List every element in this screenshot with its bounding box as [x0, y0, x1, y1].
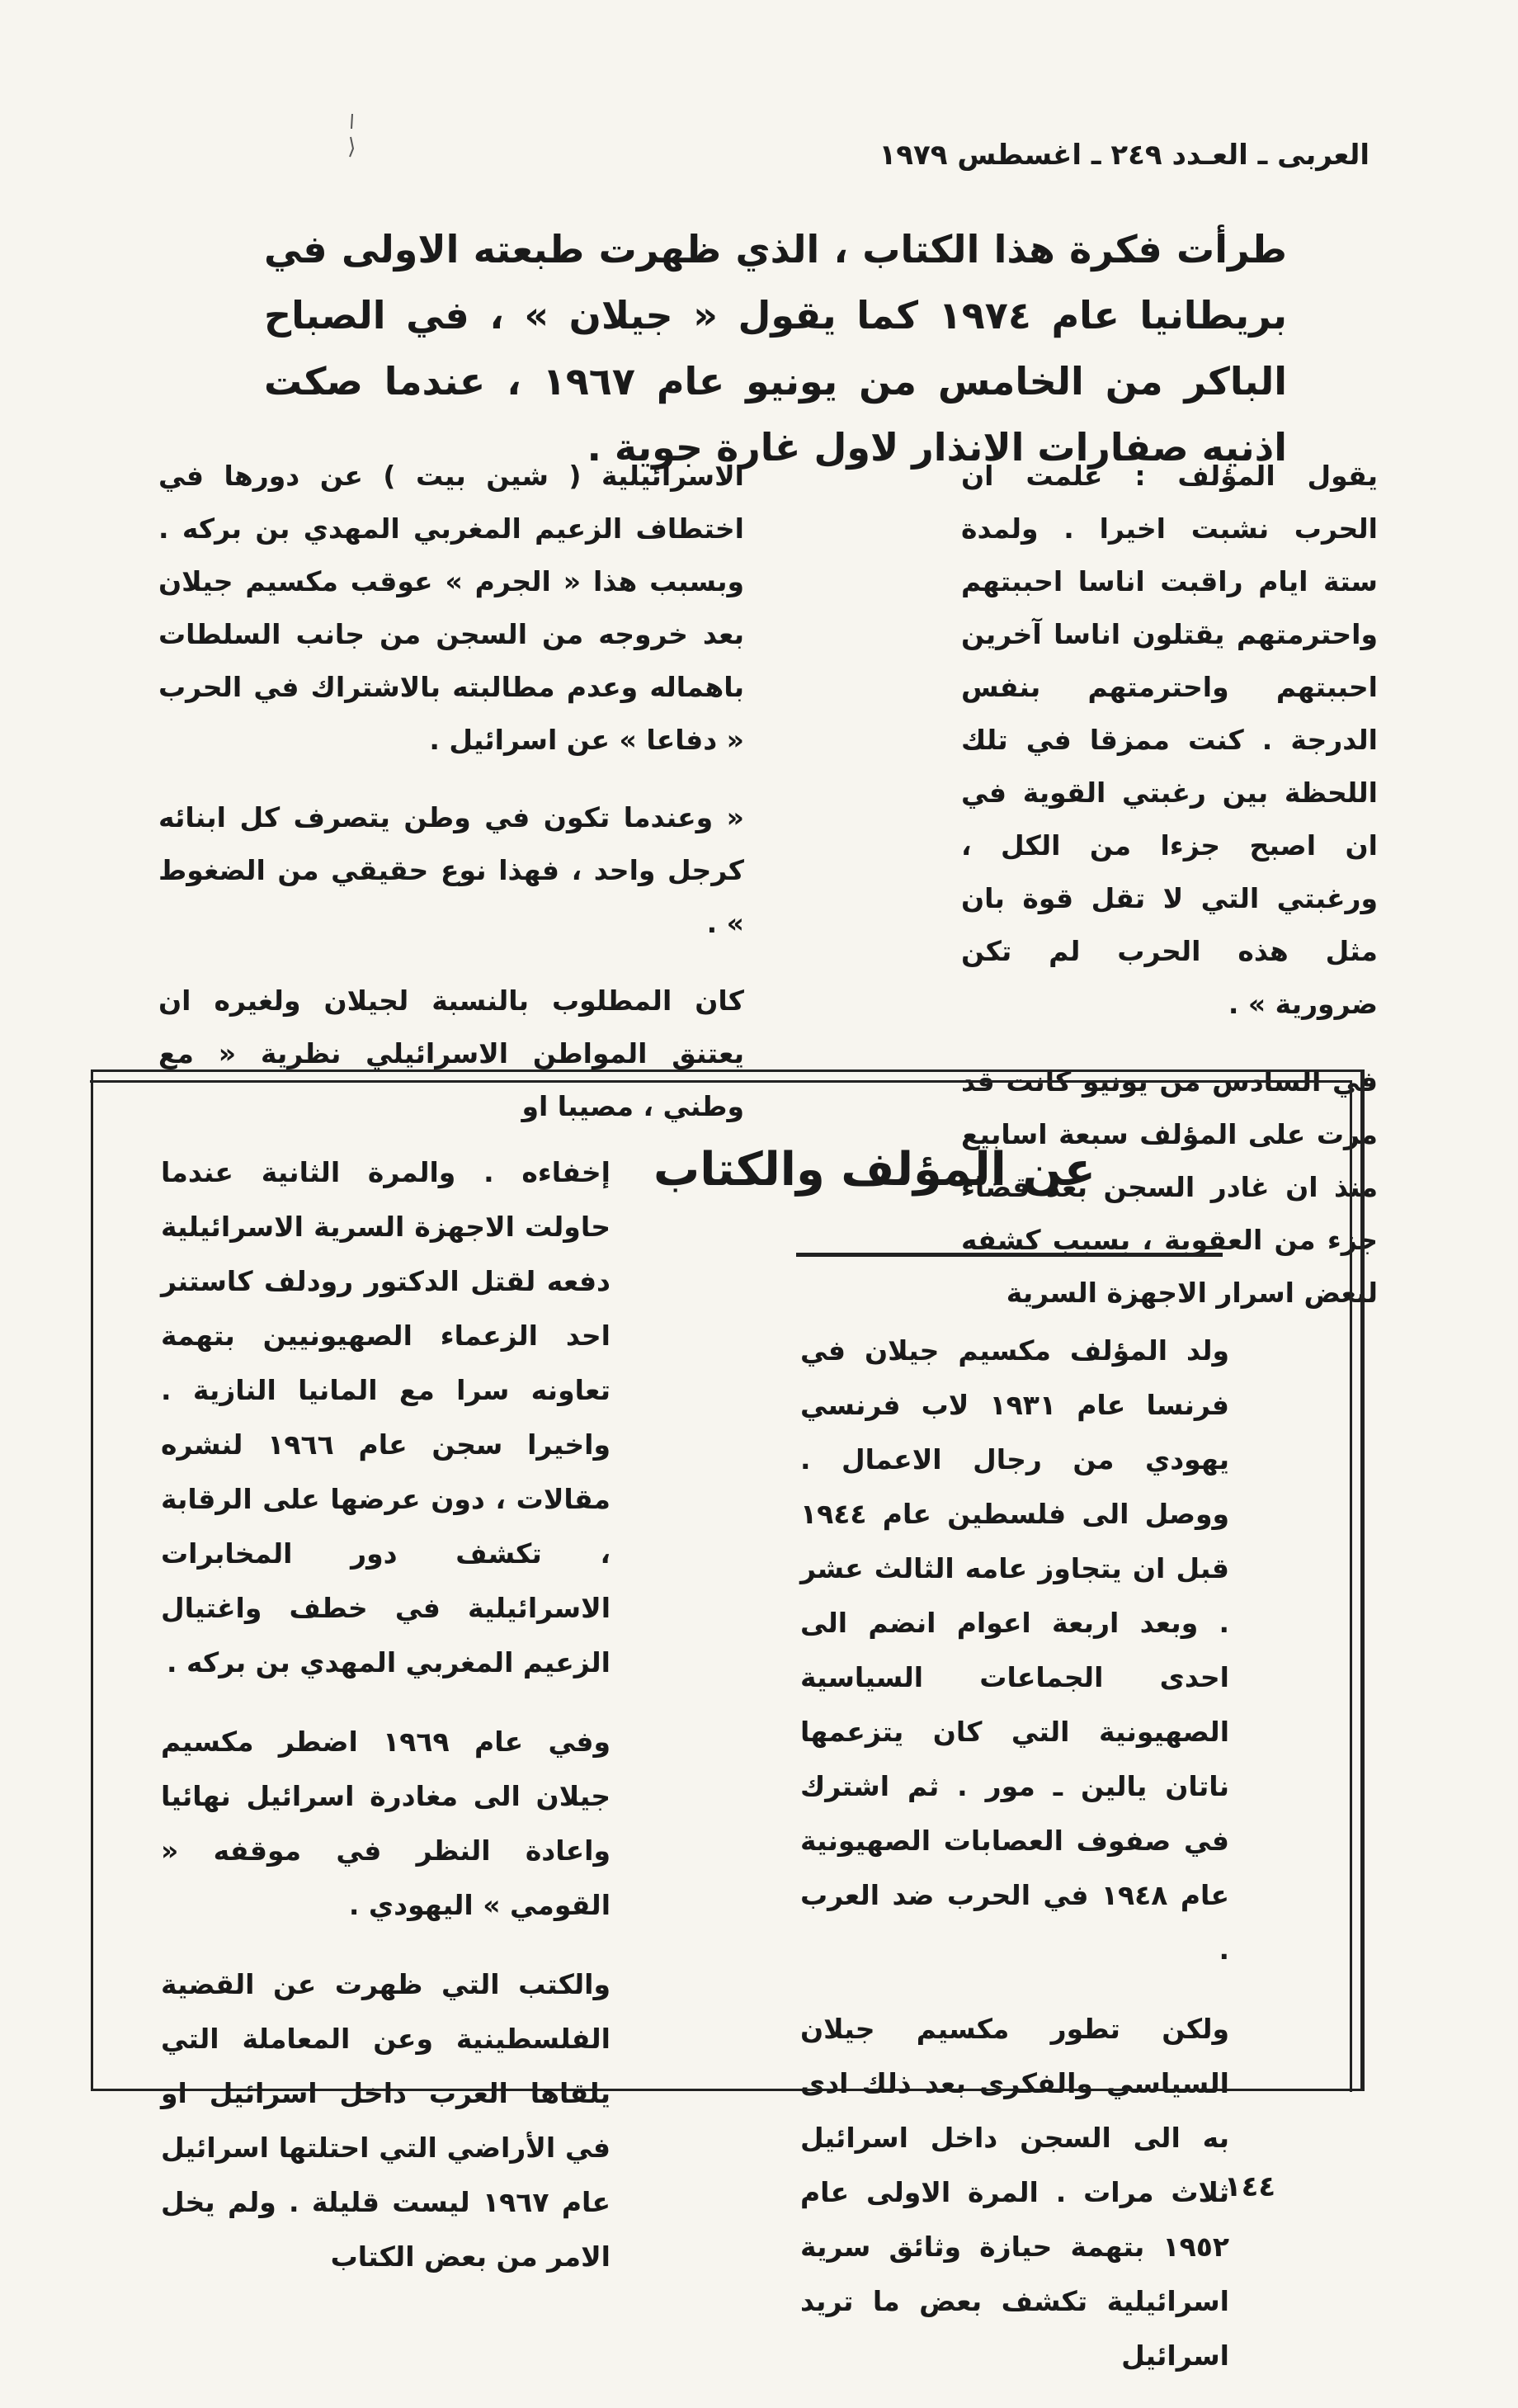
paragraph: الاسرائيلية ( شين بيت ) عن دورها في اختطاف الزعيم المغربي المهدي بن بركه . وبسبب هذا « الجرم » عوقب مكسيم جيلان بعد خروجه من السجن من جانب السلطات باهماله وعدم مطالبته بالاشتراك في الحرب « دفاعا » عن اسرائيل .: [158, 460, 744, 756]
running-header: العربى ـ العـدد ٢٤٩ ـ اغسطس ١٩٧٩: [879, 139, 1370, 172]
paragraph: كان المطلوب بالنسبة لجيلان ولغيره ان يعتنق المواطن الاسرائيلي نظرية « مع وطني ، مصيبا او: [158, 984, 744, 1122]
article-column-left: [158, 450, 744, 1158]
sidebar-column-left: [161, 1145, 610, 2309]
intro-paragraph: طرأت فكرة هذا الكتاب ، الذي ظهرت طبعته الاولى في بريطانيا عام ١٩٧٤ كما يقول « جيلان » ، في الصباح الباكر من الخامس من يونيو عام ١٩٦٧ ، عندما صكت اذنيه صفارات الانذار لاول غارة جوية .: [264, 227, 1287, 470]
paragraph: إخفاءه . والمرة الثانية عندما حاولت الاجهزة السرية الاسرائيلية دفعه لقتل الدكتور رودلف كاستنر احد الزعماء الصهيونيين بتهمة تعاونه سرا مع المانيا النازية . واخيرا سجن عام ١٩٦٦ لنشره مقالات ، دون عرضها على الرقابة ، تكشف دور المخابرات الاسرائيلية في خطف واغتيال الزعيم المغربي المهدي بن بركه .: [161, 1156, 610, 1679]
ink-smudge: [345, 112, 360, 158]
page-number: ١٤٤: [1223, 2170, 1276, 2203]
paragraph: والكتب التي ظهرت عن القضية الفلسطينية وعن المعاملة التي يلقاها العرب داخل اسرائيل او في الأراضي التي احتلتها اسرائيل عام ١٩٦٧ ليست قليلة . ولم يخل الامر من بعض الكتاب: [161, 1968, 610, 2273]
paragraph: في السادس من يونيو كانت قد مرت على المؤلف سبعة اسابيع منذ ان غادر السجن بعد قضاء جزء من العقوبة ، بسبب كشفه لبعض اسرار الاجهزة السرية: [961, 1065, 1378, 1309]
paragraph: ولكن تطور مكسيم جيلان السياسي والفكرى بعد ذلك ادى به الى السجن داخل اسرائيل ثلاث مرات . المرة الاولى عام ١٩٥٢ بتهمة حيازة وثائق سرية اسرائيلية تكشف بعض ما تريد اسرائيل: [800, 2013, 1229, 2372]
paragraph: وفي عام ١٩٦٩ اضطر مكسيم جيلان الى مغادرة اسرائيل نهائيا واعادة النظر في موقفه « القومي » اليهودي .: [161, 1726, 610, 1921]
paragraph: « وعندما تكون في وطن يتصرف كل ابنائه كرجل واحد ، فهذا نوع حقيقي من الضغوط » .: [158, 801, 744, 939]
title-underline: [796, 1253, 1223, 1257]
sidebar-column-right: [800, 1324, 1229, 2408]
paragraph: يقول المؤلف : علمت ان الحرب نشبت اخيرا . ولمدة ستة ايام راقبت اناسا احببتهم واحترمتهم يقتلون اناسا آخرين احببتهم واحترمتهم بنفس الدرجة . كنت ممزقا في تلك اللحظة بين رغبتي القوية في ان اصبح جزءا من الكل ، ورغبتي التي لا تقل قوة بان مثل هذه الحرب لم تكن ضرورية » .: [961, 460, 1378, 1020]
sidebar-box-title: عن المؤلف والكتاب: [653, 1143, 1096, 1197]
paragraph: ولد المؤلف مكسيم جيلان في فرنسا عام ١٩٣١ لاب فرنسي يهودي من رجال الاعمال . ووصل الى فلسطين عام ١٩٤٤ قبل ان يتجاوز عامه الثالث عشر . وبعد اربعة اعوام انضم الى احدى الجماعات السياسية الصهيونية التي كان يتزعمها ناتان يالين ـ مور . ثم اشترك في صفوف العصابات الصهيونية عام ١٩٤٨ في الحرب ضد العرب .: [800, 1334, 1229, 1966]
